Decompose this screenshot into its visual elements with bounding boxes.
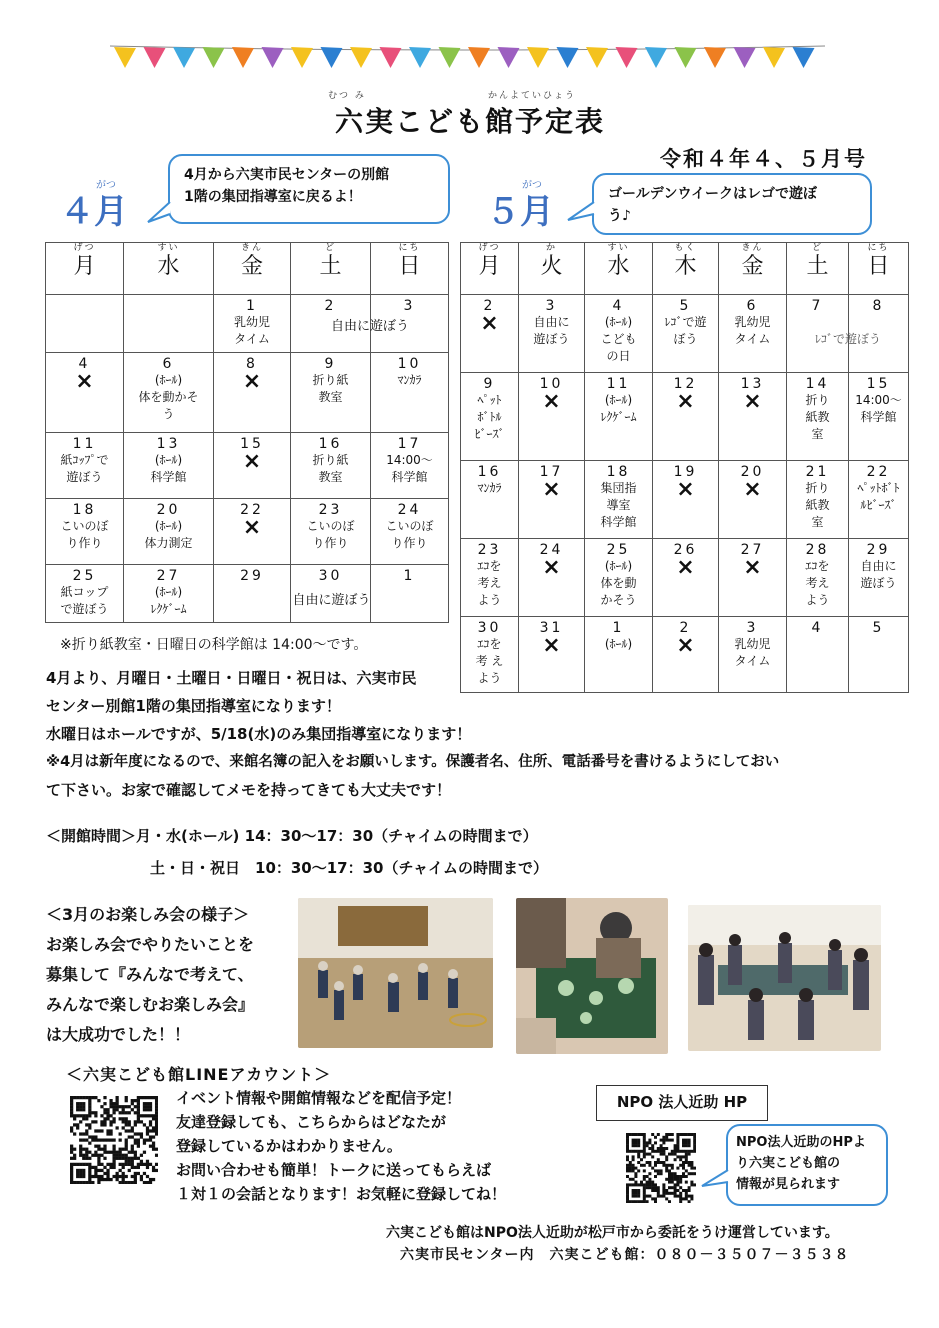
npo-bubble-1: NPO法人近助のHPよ <box>736 1135 866 1150</box>
bunting-flag <box>114 47 136 68</box>
may-bubble-line1: ゴールデンウイークはレゴで遊ぼ <box>608 186 818 202</box>
day-number: 2 <box>483 298 496 314</box>
may-day-cell <box>719 373 787 461</box>
event-text: ﾍﾟｯﾄ ﾎﾞﾄﾙ ﾋﾞｰｽﾞ <box>474 393 505 441</box>
closed-mark: × <box>542 555 561 580</box>
line-text-4: お問い合わせも簡単！トークに送ってもらえば <box>176 1161 492 1179</box>
party-heading: ＜3月のお楽しみ会の様子＞ <box>46 905 250 924</box>
line-text-2: 友達登録しても、こちらからはどなたが <box>176 1113 447 1131</box>
bunting-flag <box>734 47 756 68</box>
may-day-header <box>787 243 849 295</box>
day-name: 土 <box>319 254 342 279</box>
bunting-flag <box>380 47 402 68</box>
day-ruby: にち <box>398 243 421 253</box>
event-text: ﾏﾝｶﾗ <box>397 373 422 387</box>
line-text-3: 登録しているかはわかりません。 <box>176 1137 402 1155</box>
event-text: 折り 紙教 室 <box>805 393 830 441</box>
closed-mark: × <box>676 633 695 658</box>
notes-block <box>46 664 906 804</box>
npo-qr-code[interactable] <box>626 1133 696 1203</box>
title-ruby-right: かんよていひょう <box>488 91 577 101</box>
event-text: こいのぼ り作り <box>385 519 434 550</box>
day-number: 30 <box>318 568 343 584</box>
day-number: 23 <box>477 542 502 558</box>
bunting-flag <box>527 47 549 68</box>
npo-bubble-tail <box>700 1168 730 1190</box>
april-label: ４月 <box>60 192 128 232</box>
april-bubble <box>168 154 450 224</box>
april-day-cell <box>46 295 124 353</box>
day-number: 19 <box>673 464 698 480</box>
day-number: 7 <box>811 298 824 314</box>
day-number: 20 <box>740 464 765 480</box>
event-text: 集団指 導室 科学館 <box>600 481 637 529</box>
day-number: 15 <box>240 436 264 452</box>
day-number: 29 <box>866 542 891 558</box>
day-number: 22 <box>240 502 264 518</box>
closed-mark: × <box>480 311 499 336</box>
day-number: 9 <box>324 356 337 372</box>
day-name: 火 <box>540 254 563 279</box>
bunting-flag <box>262 47 284 68</box>
day-number: 8 <box>246 356 258 372</box>
day-number: 24 <box>539 542 564 558</box>
closed-mark: × <box>676 477 695 502</box>
april-day-cell <box>214 499 291 565</box>
day-ruby: か <box>545 243 557 253</box>
may-day-cell <box>787 373 849 461</box>
april-day-cell <box>371 433 449 499</box>
april-day-cell <box>291 433 371 499</box>
april-day-cell <box>371 353 449 433</box>
bunting-flag <box>409 47 431 68</box>
day-name: 水 <box>607 254 630 279</box>
april-day-header <box>46 243 124 295</box>
april-footnote: ※折り紙教室・日曜日の科学館は 14:00～です。 <box>60 637 368 653</box>
day-ruby: げつ <box>478 243 501 253</box>
bunting-flag <box>763 47 785 68</box>
hours-line-2: 土・日・祝日 10：30～17：30（チャイムの時間まで） <box>150 859 549 877</box>
day-number: 23 <box>318 502 343 518</box>
april-bubble-line1: 4月から六実市民センターの別館 <box>184 167 390 183</box>
april-day-cell <box>214 353 291 433</box>
may-day-cell <box>719 461 787 539</box>
may-day-cell <box>585 461 653 539</box>
day-number: 4 <box>811 620 824 636</box>
day-ruby: もく <box>674 243 697 253</box>
bunting-flag <box>675 47 697 68</box>
hours-line-1: ＜開館時間＞月・水(ホール) 14：30～17：30（チャイムの時間まで） <box>46 827 538 845</box>
may-day-cell <box>519 373 585 461</box>
day-number: 5 <box>679 298 692 314</box>
day-number: 27 <box>156 568 181 584</box>
closed-mark: × <box>542 477 561 502</box>
event-text: こいのぼ り作り <box>60 519 109 550</box>
april-day-header <box>124 243 214 295</box>
day-number: 10 <box>539 376 564 392</box>
party-photo-group <box>688 905 881 1051</box>
event-text: 14:00～ 科学館 <box>386 453 433 484</box>
bunting-flag <box>586 47 608 68</box>
may-day-cell <box>585 539 653 617</box>
bunting-flag <box>616 47 638 68</box>
april-day-cell <box>291 499 371 565</box>
may-day-cell <box>787 295 881 373</box>
page-title: 六実こども館予定表 <box>334 105 605 138</box>
line-qr-code[interactable] <box>70 1096 158 1184</box>
day-number: 25 <box>72 568 97 584</box>
day-number: 8 <box>872 298 885 314</box>
may-label: ５月 <box>486 192 554 232</box>
event-text: (ﾎｰﾙ) 体力測定 <box>144 519 193 550</box>
note-line-5: て下さい。お家で確認してメモを持ってきても大丈夫です！ <box>46 781 452 799</box>
event-text: (ﾎｰﾙ) 体を動かそ う <box>138 373 199 421</box>
opening-hours <box>46 820 548 884</box>
event-text: ｴｺを 考 え よう <box>475 637 504 685</box>
closed-mark: × <box>542 633 561 658</box>
event-text: ﾏﾝｶﾗ <box>477 481 502 495</box>
day-number: 22 <box>866 464 891 480</box>
bunting-flag <box>498 47 520 68</box>
day-name: 月 <box>73 254 96 279</box>
april-day-cell <box>46 353 124 433</box>
april-bubble-line2: 1階の集団指導室に戻るよ！ <box>184 189 362 205</box>
day-name: 土 <box>806 254 829 279</box>
closed-mark: × <box>75 369 94 394</box>
day-number: 16 <box>477 464 502 480</box>
event-text: 折り 紙教 室 <box>805 481 830 529</box>
day-number: 15 <box>866 376 891 392</box>
may-day-cell <box>585 373 653 461</box>
day-number: 14 <box>805 376 830 392</box>
party-photo-hall <box>298 898 493 1048</box>
may-day-header <box>461 243 519 295</box>
bunting-flag <box>439 47 461 68</box>
day-ruby: すい <box>157 243 180 253</box>
may-bubble-line2: う♪ <box>608 208 631 224</box>
npo-hp-label: NPO 法人近助 HP <box>596 1085 768 1121</box>
party-line-2: 募集して『みんなで考えて、 <box>46 965 254 984</box>
day-number: 4 <box>612 298 625 314</box>
line-account-heading: ＜六実こども館LINEアカウント＞ <box>66 1065 332 1084</box>
day-number: 24 <box>397 502 422 518</box>
bunting-flag <box>350 47 372 68</box>
may-day-cell <box>653 295 719 373</box>
may-day-cell <box>461 461 519 539</box>
day-number: 25 <box>606 542 631 558</box>
bunting-flag <box>291 47 313 68</box>
issue-label: 令和４年４、５月号 <box>660 147 867 171</box>
may-day-cell <box>653 373 719 461</box>
april-day-cell <box>214 433 291 499</box>
may-day-cell <box>519 539 585 617</box>
day-number: 20 <box>156 502 181 518</box>
bunting-flag <box>468 47 490 68</box>
day-ruby: にち <box>867 243 890 253</box>
closed-mark: × <box>676 389 695 414</box>
event-text: (ﾎｰﾙ) ﾚｸｹﾞｰﾑ <box>150 585 187 616</box>
party-line-4: は大成功でした！！ <box>46 1025 191 1044</box>
may-day-header <box>519 243 585 295</box>
npo-bubble-2: り六実こども館の <box>736 1156 841 1171</box>
april-free-play-span: 自由に遊ぼう <box>330 319 409 334</box>
footer-line-2: 六実市民センター内 六実こども館：０８０－３５０７－３５３８ <box>400 1247 850 1263</box>
npo-bubble-3: 情報が見られます <box>736 1177 841 1192</box>
day-number: 6 <box>746 298 759 314</box>
may-day-cell <box>719 539 787 617</box>
bunting-flag <box>704 47 726 68</box>
day-name: 木 <box>674 254 697 279</box>
event-text: (ﾎｰﾙ) ﾚｸｹﾞｰﾑ <box>600 393 637 424</box>
day-number: 3 <box>746 620 759 636</box>
day-number: 1 <box>403 568 416 584</box>
may-day-cell <box>849 373 909 461</box>
day-number: 13 <box>740 376 765 392</box>
day-number: 4 <box>78 356 91 372</box>
bunting-flag <box>203 47 225 68</box>
event-text: こいのぼ り作り <box>306 519 355 550</box>
may-day-header <box>849 243 909 295</box>
day-number: 3 <box>545 298 558 314</box>
bunting-flag <box>232 47 254 68</box>
event-text: (ﾎｰﾙ) 体を動 かそう <box>600 559 637 607</box>
april-day-header <box>371 243 449 295</box>
bunting-flag <box>173 47 195 68</box>
bunting-flag <box>321 47 343 68</box>
may-day-cell <box>787 539 849 617</box>
note-line-3: 水曜日はホールですが、5/18(水)のみ集団指導室になります！ <box>46 725 472 743</box>
closed-mark: × <box>743 555 762 580</box>
event-text: 紙ｺｯﾌﾟで 遊ぼう <box>60 453 109 484</box>
party-line-3: みんなで楽しむお楽しみ会』 <box>46 995 255 1014</box>
bunting-flag <box>645 47 667 68</box>
closed-mark: × <box>743 477 762 502</box>
may-day-cell <box>653 539 719 617</box>
day-ruby: きん <box>741 243 764 253</box>
may-day-cell <box>849 461 909 539</box>
may-bubble <box>592 173 872 235</box>
april-day-cell <box>124 499 214 565</box>
may-day-cell <box>519 295 585 373</box>
day-number: 11 <box>72 436 97 452</box>
line-text-5: １対１の会話となります！お気軽に登録してね！ <box>176 1185 507 1203</box>
day-number: 18 <box>72 502 97 518</box>
may-day-header <box>719 243 787 295</box>
day-number: 29 <box>240 568 264 584</box>
may-day-cell <box>849 539 909 617</box>
event-text: 14:00～ 科学館 <box>855 393 902 424</box>
line-account-text <box>176 1086 506 1206</box>
day-number: 30 <box>477 620 502 636</box>
party-line-1: お楽しみ会でやりたいことを <box>46 935 255 954</box>
line-text-1: イベント情報や開館情報などを配信予定！ <box>176 1089 462 1107</box>
day-number: 10 <box>397 356 422 372</box>
bunting-decoration <box>110 40 825 72</box>
april-day-cell <box>124 433 214 499</box>
april-calendar <box>45 242 449 623</box>
closed-mark: × <box>542 389 561 414</box>
april-day-cell <box>371 499 449 565</box>
day-number: 28 <box>805 542 830 558</box>
event-text: 乳幼児 タイム <box>734 315 771 346</box>
day-number: 17 <box>539 464 564 480</box>
event-text: ﾍﾟｯﾄﾎﾞﾄ ﾙﾋﾞｰｽﾞ <box>857 481 900 512</box>
may-bubble-tail <box>566 200 596 226</box>
event-text: (ﾎｰﾙ) 科学館 <box>150 453 187 484</box>
day-number: 17 <box>397 436 422 452</box>
party-photo-table <box>516 898 668 1054</box>
may-day-cell <box>519 461 585 539</box>
april-day-header <box>291 243 371 295</box>
closed-mark: × <box>743 389 762 414</box>
may-day-cell <box>787 461 849 539</box>
day-number: 13 <box>156 436 181 452</box>
title-ruby-left: むつ み <box>328 91 366 101</box>
closed-mark: × <box>242 369 262 394</box>
bunting-flag <box>793 47 815 68</box>
day-number: 26 <box>673 542 698 558</box>
day-number: 16 <box>318 436 343 452</box>
day-number: 5 <box>872 620 885 636</box>
event-text: ﾚｺﾞで遊 ぼう <box>664 315 707 346</box>
may-ruby: がつ <box>522 180 542 191</box>
day-ruby: きん <box>240 243 263 253</box>
party-report <box>46 900 296 1050</box>
april-day-header <box>214 243 291 295</box>
april-day-cell <box>124 295 214 353</box>
event-text: ｴｺを 考え よう <box>805 559 830 607</box>
may-day-header <box>653 243 719 295</box>
day-number: 12 <box>673 376 698 392</box>
may-day-cell <box>585 295 653 373</box>
day-name: 月 <box>478 254 501 279</box>
day-name: 金 <box>741 254 764 279</box>
event-text: 自由に 遊ぼう <box>860 559 897 590</box>
note-line-1: 4月より、月曜日・土曜日・日曜日・祝日は、六実市民 <box>46 669 417 687</box>
note-line-4: ※4月は新年度になるので、来館名簿の記入をお願いします。保護者名、住所、電話番号を書けるようにしておい <box>46 754 780 770</box>
closed-mark: × <box>242 449 262 474</box>
may-calendar <box>460 242 909 693</box>
day-ruby: すい <box>607 243 630 253</box>
closed-mark: × <box>242 515 262 540</box>
footer <box>386 1222 849 1266</box>
day-number: 9 <box>483 376 496 392</box>
day-ruby: ど <box>324 243 336 253</box>
april-free-play-span-2: 自由に遊ぼう <box>292 593 371 608</box>
day-number: 11 <box>606 376 631 392</box>
day-ruby: ど <box>811 243 823 253</box>
april-ruby: がつ <box>96 180 116 191</box>
day-number: 31 <box>539 620 564 636</box>
day-number: 6 <box>162 356 175 372</box>
day-name: 日 <box>867 254 890 279</box>
april-day-cell <box>46 565 124 623</box>
day-number: 3 <box>403 298 416 314</box>
day-number: 27 <box>740 542 765 558</box>
may-day-cell <box>461 539 519 617</box>
april-day-cell <box>124 353 214 433</box>
event-text: 紙コップ で遊ぼう <box>60 585 109 616</box>
day-name: 金 <box>240 254 263 279</box>
day-name: 水 <box>157 254 180 279</box>
day-number: 2 <box>679 620 692 636</box>
note-line-2: センター別館1階の集団指導室になります！ <box>46 697 341 715</box>
april-day-cell <box>291 353 371 433</box>
day-number: 18 <box>606 464 631 480</box>
npo-bubble <box>726 1124 888 1206</box>
april-bubble-tail <box>146 200 172 226</box>
event-text: 折り紙 教室 <box>312 453 349 484</box>
may-day-cell <box>653 461 719 539</box>
event-text: 自由に 遊ぼう <box>533 315 570 346</box>
day-name: 日 <box>398 254 421 279</box>
may-day-cell <box>461 373 519 461</box>
event-text: 折り紙 教室 <box>312 373 349 404</box>
april-day-cell <box>291 295 409 353</box>
april-day-cell <box>214 295 291 353</box>
day-number: 2 <box>324 298 337 314</box>
event-text: (ﾎｰﾙ) <box>604 637 633 651</box>
bunting-flag <box>557 47 579 68</box>
event-text: 乳幼児 タイム <box>233 315 270 346</box>
day-ruby: げつ <box>73 243 96 253</box>
day-number: 1 <box>612 620 625 636</box>
april-day-cell <box>124 565 214 623</box>
april-day-cell <box>46 499 124 565</box>
april-day-cell <box>46 433 124 499</box>
event-text: 乳幼児 タイム <box>734 637 771 668</box>
day-number: 1 <box>246 298 258 314</box>
may-day-header <box>585 243 653 295</box>
closed-mark: × <box>676 555 695 580</box>
may-day-cell <box>461 295 519 373</box>
may-lego-span: ﾚｺﾞで遊ぼう <box>814 332 881 346</box>
day-number: 21 <box>805 464 830 480</box>
event-text: (ﾎｰﾙ) こども の日 <box>600 315 637 363</box>
event-text: ｴｺを 考え よう <box>477 559 502 607</box>
may-day-cell <box>719 295 787 373</box>
bunting-flag <box>144 47 166 68</box>
footer-line-1: 六実こども館はNPO法人近助が松戸市から委託をうけ運営しています。 <box>386 1225 839 1241</box>
